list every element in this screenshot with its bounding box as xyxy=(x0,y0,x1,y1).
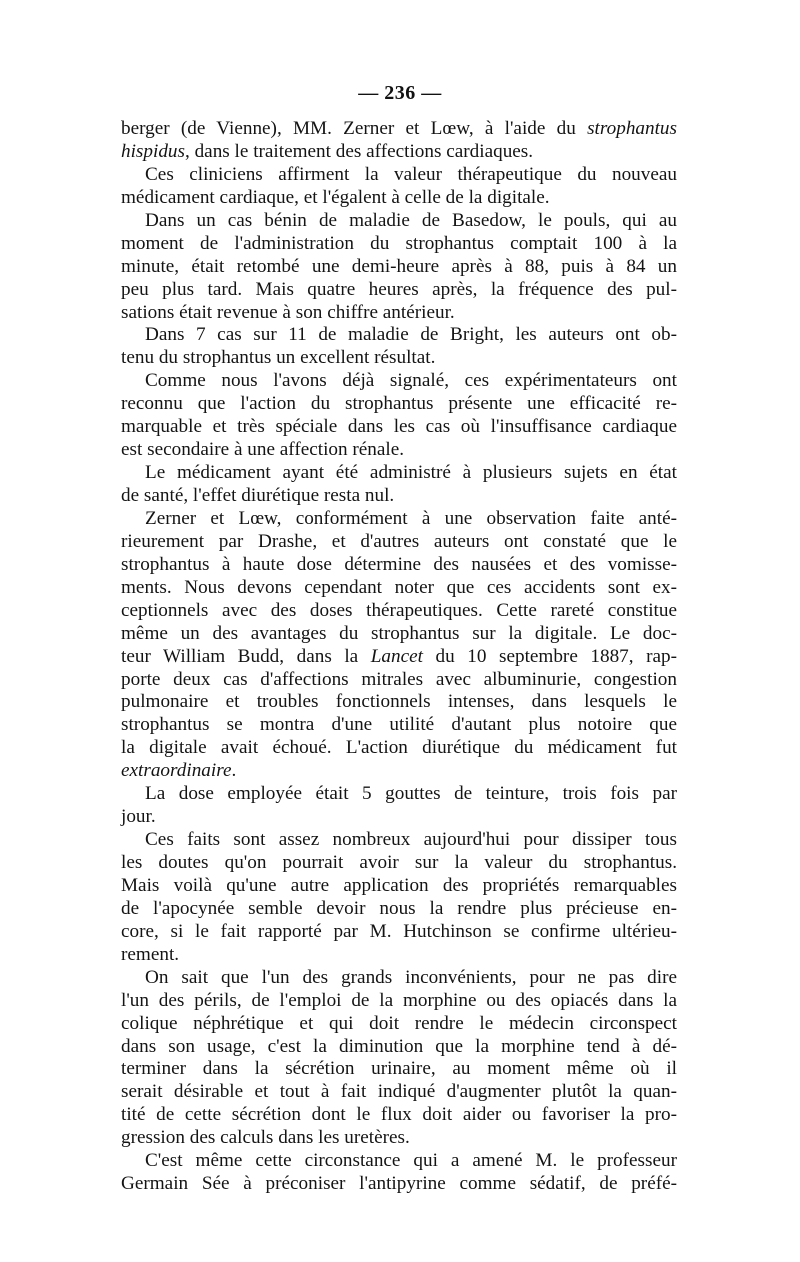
text-line-continuation: . xyxy=(231,760,237,782)
text-line-content: Le médicament ayant été administré à plusieurs sujets en état xyxy=(145,462,677,484)
text-line-content: médicament cardiaque, et l'égalent à celle de la digitale. xyxy=(121,186,550,208)
text-line-content: dans son usage, c'est la diminution que la morphine tend à dé- xyxy=(121,1035,677,1057)
text-line-content: de santé, l'effet diurétique resta nul. xyxy=(121,485,395,506)
text-line xyxy=(121,737,677,760)
text-line xyxy=(121,416,677,439)
text-line xyxy=(121,921,677,944)
text-line-content: est secondaire à une affection rénale. xyxy=(121,439,405,461)
text-line-content: Ces faits sont assez nombreux aujourd'hui pour dissiper tous xyxy=(145,829,677,851)
text-line xyxy=(121,1173,677,1196)
text-line xyxy=(121,898,677,921)
text-line xyxy=(121,187,677,210)
text-line xyxy=(121,279,677,302)
text-line xyxy=(121,669,677,692)
text-line-content: core, si le fait rapporté par M. Hutchinson se confirme ultérieu- xyxy=(121,920,677,942)
text-line-content: teur William Budd, dans la xyxy=(121,645,371,667)
text-line xyxy=(121,439,677,462)
text-line xyxy=(121,554,677,577)
italic-term: hispidus xyxy=(121,140,185,162)
text-line xyxy=(121,1150,677,1173)
text-line-content: Germain Sée à préconiser l'antipyrine comme sédatif, de préfé- xyxy=(121,1173,677,1195)
text-line-content: l'un des périls, de l'emploi de la morphine ou des opiacés dans la xyxy=(121,989,677,1011)
text-line-content: marquable et très spéciale dans les cas où l'insuffisance cardiaque xyxy=(121,416,677,438)
text-line-content: rieurement par Drashe, et d'autres auteurs ont constaté que le xyxy=(121,530,677,552)
text-line-content: moment de l'administration du strophantus comptait 100 à la xyxy=(121,232,677,254)
text-line xyxy=(121,531,677,554)
text-line-content: peu plus tard. Mais quatre heures après, la fréquence des pul- xyxy=(121,278,677,300)
text-line xyxy=(121,1127,677,1150)
text-line-content: ceptionnels avec des doses thérapeutiques. Cette rareté constitue xyxy=(121,599,677,621)
text-line-content: porte deux cas d'affections mitrales avec albuminurie, congestion xyxy=(121,668,677,690)
text-line xyxy=(121,1036,677,1059)
text-line-content: Comme nous l'avons déjà signalé, ces expérimentateurs ont xyxy=(145,370,677,392)
text-line xyxy=(121,1081,677,1104)
text-line xyxy=(121,508,677,531)
text-line xyxy=(121,347,677,370)
text-line xyxy=(121,1013,677,1036)
italic-term: strophantus xyxy=(587,118,677,139)
text-line xyxy=(121,462,677,485)
text-line-continuation: du 10 septembre 1887, rap- xyxy=(422,645,677,667)
text-line-content: pulmonaire et troubles fonctionnels intenses, dans lesquels le xyxy=(121,691,677,713)
text-line xyxy=(121,118,677,141)
text-line-content: terminer dans la sécrétion urinaire, au moment même où il xyxy=(121,1058,677,1080)
text-line xyxy=(121,852,677,875)
text-line xyxy=(121,256,677,279)
text-line xyxy=(121,806,677,829)
text-line xyxy=(121,324,677,347)
text-line xyxy=(121,302,677,325)
text-line-content: Dans 7 cas sur 11 de maladie de Bright, les auteurs ont ob- xyxy=(145,324,677,346)
text-line xyxy=(121,1058,677,1081)
text-line xyxy=(121,577,677,600)
text-line xyxy=(121,600,677,623)
text-line-content: même un des avantages du strophantus sur la digitale. Le doc- xyxy=(121,622,677,644)
text-line xyxy=(121,646,677,669)
text-line-content: C'est même cette circonstance qui a amené M. le professeur xyxy=(145,1150,677,1172)
text-line-continuation: , dans le traitement des affections cardiaques. xyxy=(184,140,534,162)
text-line xyxy=(121,967,677,990)
text-line xyxy=(121,875,677,898)
text-line xyxy=(121,1104,677,1127)
text-line xyxy=(121,714,677,737)
text-line-content: minute, était retombé une demi-heure après à 88, puis à 84 un xyxy=(121,255,677,277)
text-line xyxy=(121,210,677,233)
text-line xyxy=(121,164,677,187)
text-line-content: tité de cette sécrétion dont le flux doit aider ou favoriser la pro- xyxy=(121,1104,677,1126)
text-line-content: gression des calculs dans les uretères. xyxy=(121,1127,410,1149)
italic-term: Lancet xyxy=(370,645,423,667)
text-line xyxy=(121,760,677,783)
text-line-content: tenu du strophantus un excellent résultat. xyxy=(121,347,436,369)
text-line xyxy=(121,485,677,508)
text-line-content: ments. Nous devons cependant noter que ces accidents sont ex- xyxy=(121,576,677,598)
text-line xyxy=(121,623,677,646)
text-line xyxy=(121,783,677,806)
body-text xyxy=(121,118,677,1196)
text-line-content: sations était revenue à son chiffre antérieur. xyxy=(121,301,455,323)
text-line-content: strophantus à haute dose détermine des nausées et des vomisse- xyxy=(121,553,677,575)
text-line-content: reconnu que l'action du strophantus présente une efficacité re- xyxy=(121,393,677,415)
text-line xyxy=(121,141,677,164)
text-line-content: rement. xyxy=(121,943,180,965)
text-line xyxy=(121,370,677,393)
text-line xyxy=(121,393,677,416)
text-line-content: serait désirable et tout à fait indiqué d'augmenter plutôt la quan- xyxy=(121,1081,677,1103)
text-line-content: les doutes qu'on pourrait avoir sur la valeur du strophantus. xyxy=(121,852,677,873)
text-line-content: la digitale avait échoué. L'action diurétique du médicament fut xyxy=(121,737,677,759)
text-line-content: de l'apocynée semble devoir nous la rendre plus précieuse en- xyxy=(121,897,677,919)
text-line xyxy=(121,944,677,967)
italic-term: extraordinaire xyxy=(121,760,232,782)
text-line xyxy=(121,829,677,852)
text-line-content: Ces cliniciens affirment la valeur thérapeutique du nouveau xyxy=(145,163,677,185)
text-line-content: colique néphrétique et qui doit rendre le médecin circonspect xyxy=(121,1012,677,1034)
text-line-content: strophantus se montra d'une utilité d'autant plus notoire que xyxy=(121,714,677,736)
page-number: — 236 — xyxy=(358,82,442,104)
text-line xyxy=(121,691,677,714)
text-line xyxy=(121,233,677,256)
text-line-content: Dans un cas bénin de maladie de Basedow, le pouls, qui au xyxy=(145,209,677,231)
text-line-content: On sait que l'un des grands inconvénients, pour ne pas dire xyxy=(145,966,677,988)
text-line-content: Mais voilà qu'une autre application des propriétés remarquables xyxy=(121,874,677,896)
text-line-content: jour. xyxy=(121,806,156,828)
text-line xyxy=(121,990,677,1013)
text-line-content: Zerner et Lœw, conformément à une observation faite anté- xyxy=(145,507,677,529)
text-line-content: berger (de Vienne), MM. Zerner et Lœw, à l'aide du xyxy=(121,118,588,139)
text-line-content: La dose employée était 5 gouttes de teinture, trois fois par xyxy=(145,783,677,805)
